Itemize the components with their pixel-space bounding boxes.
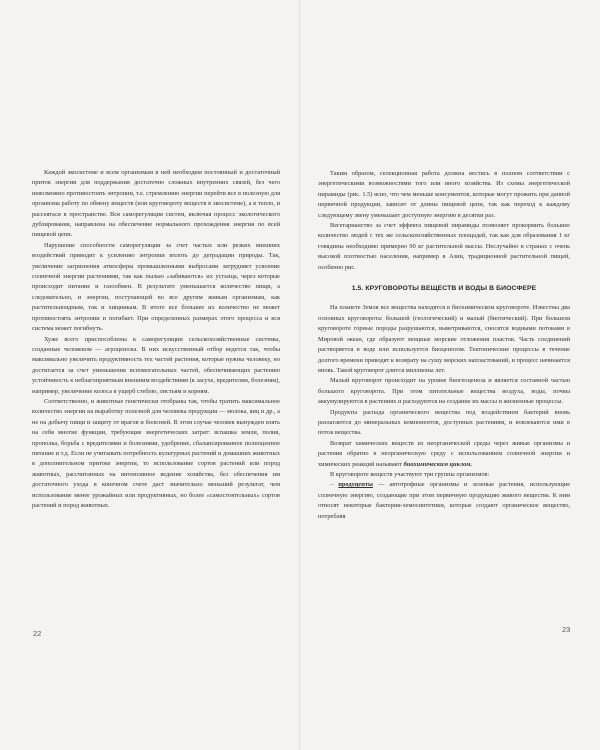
right-page-number: 23 (562, 625, 571, 634)
producers-text: — автотрофные организмы и зеленые растения, использующие солнечную энергию, создающие при этом первичную продукцию живого вещества. К ним относят некоторые бактерии-хемосинтетики, которые создают органическое вещество, потребляя (318, 481, 571, 520)
right-paragraph-1: Таким образом, селекционная работа должна вестись в полном соответствии с энергетическими возможностями того или иного хозяйства. Из схемы энергетической пирамиды (рис. 1.5) ясно, что чем меньше консументов, которые могут прожить при данной первичной продукции, зависит от длины пищевой цепи, так как переход к каждому следующему звену уменьшает доступную энергию в десятки раз. (318, 170, 570, 219)
biochem-term: биохимическим циклом. (403, 460, 473, 468)
producers-term: продуценты (338, 481, 373, 489)
left-paragraph-2: Нарушение способности саморегуляции за счет частых или резких внешних воздействий приводит к усилению энтропии вплоть до деградации природы. Так, увеличение загрязнения атмосферы промышленными выбросами затрудняет усвоение солнечной энергии растениями, так как пылью «забиваются» их устьица, через которые происходит питание и газообмен. В результате уменьшается количество пищи, а следовательно, и энергии, поступающей во все другим живым организмам, как растительноядным, так и хищникам. В итоге все большее их количество не может противостоять энтропии и погибает. При определенных размерах этого процесса и вся система может погибнуть. (32, 241, 280, 333)
section-heading: 1.5. КРУГОВОРОТЫ ВЕЩЕСТВ И ВОДЫ В БИОСФЕРЕ (351, 285, 537, 293)
right-paragraph-3: На планете Земля все вещества находятся в биохимическом круговороте. Известны два основных круговорота: большой (геологический) и малый (биотический). При большом круговороте горные породы разрушаются, выветриваются, сносятся водными потоками в Мировой океан, где образуют мощные морские отложения пластов. Часть соединений растворяется в воде или используется биоценозом. Тектонические процессы в течение долгого времени приводят к возврату на сушу морских напластований, и процесс начинается вновь. Такой круговорот длится миллионы лет. (318, 304, 570, 374)
left-page-number: 22 (33, 629, 42, 638)
right-paragraph-5: Продукты распада органического вещества под воздействием бактерий вновь разлагаются до минеральных компонентов, доступных растениям, и вовлекаются ими в поток вещества. (318, 408, 570, 437)
left-paragraph-1: Каждой экосистеме и всем организмам в ней необходим постоянный и достаточный приток энергии для поддержания достаточно сложных внутренних связей, без чего невозможно противостоять энтропии, т.е. стремлению энергии перейти все в полезную для организма работу по обмену веществ (или круговороту веществ в экосистеме), а в тепло, и рассеяться в пространстве. Вся саморегуляция систем, включая процесс экологического дублирования, направлена на обеспечение нормального прохождения энергии по всей пищевой цепи. (32, 169, 280, 239)
page-gutter (299, 0, 301, 750)
left-page (32, 168, 280, 511)
right-paragraph-2: Вегетарианство за счет эффекта пищевой пирамиды позволяет прокормить большее количество людей с тех же сельскохозяйственных площадей, так как для образования 1 кг говядины необходимо примерно 90 кг растительной массы. Неслучайно в странах с очень высокой плотностью населения, например в Азии, традиционной растительной пищей, особенно рис. (318, 222, 570, 271)
right-page (318, 169, 570, 522)
biochem-paragraph (318, 439, 570, 470)
right-paragraph-4: Малый круговорот происходит на уровне биогеоценоза и является составной частью большого круговорота. При этом питательные вещества воздуха, воды, почвы аккумулируются в растениях и расходуются на создание их массы и жизненные процессы. (318, 377, 570, 406)
biochem-paragraph-text: Возврат химических веществ из неорганической среды через живые организмы и растения обратно в неорганическую среду с использованием солнечной энергии и химических реакций называют (318, 439, 570, 468)
left-paragraph-3: Хуже всего приспособлены к саморегуляции сельскохозяйственные системы, созданные человеком — агроценозы. В них искусственный отбор ведется так, чтобы максимально увеличить продуктивность тех частей растения, которые нужны человеку, но достигается за счет уменьшения вспомогательных частей, обеспечивающих растению устойчивость к неблагоприятным внешним воздействиям (к засухе, вредителям, болезням), например, увеличение колоса в ущерб стеблю, листьям и корням. (32, 335, 280, 395)
left-paragraph-4: Соответственно, и животные генетически отобраны так, чтобы тратить максимальное количество энергии на выработку полезной для человека продукции — молока, яиц и др., а не на добычу пищи и защиту от врагов и болезней. В этом случае человек вынужден взять на себя многие функции, требующие энергетических затрат: вспашка земли, полив, прополка, борьба с вредителями и болезнями, удобрение, сбалансированное полноценное питание и т.д. Если не учитывать потребность культурных растений и домашних животных в дополнительном притоке энергии, то использование сортов растений или пород животных, рассчитанных на интенсивное ведение хозяйства, без обеспечения им достаточного ухода в конечном счете даст значительно меньший результат, чем использование менее урожайных или продуктивных, но более «самостоятельных» сортов растений и пород животных. (32, 397, 280, 509)
groups-paragraph: В круговороте веществ участвуют три группы организмов: (330, 470, 490, 478)
producers-paragraph: – продуценты — автотрофные организмы и зеленые растения, использующие солнечную энергию, создающие при этом первичную продукцию живого вещества. К ним относят некоторые бактерии-хемосинтетики, которые создают органическое вещество, потребляя (318, 481, 571, 520)
